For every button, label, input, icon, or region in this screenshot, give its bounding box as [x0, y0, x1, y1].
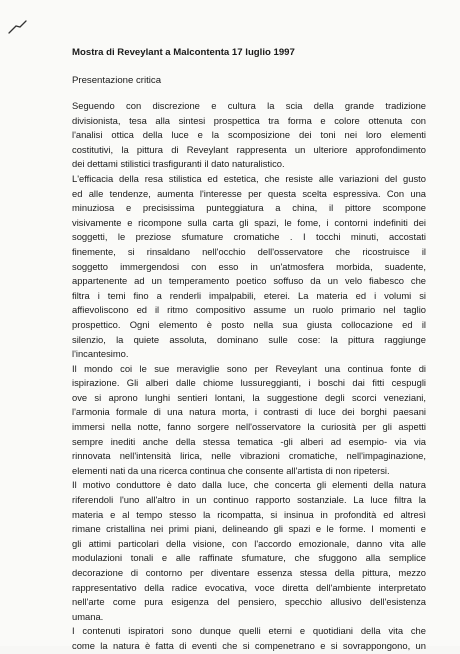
text-line: elementi nati da una ricerca continua che consente all'artista di non ripetersi.: [72, 464, 390, 476]
text-line: Il motivo conduttore è dato dalla luce, che concerta gli elementi della natura: [72, 479, 426, 491]
paragraph: [72, 172, 426, 362]
text-line: Seguendo con discrezione e cultura la scia della grande tradizione: [72, 100, 426, 111]
text-line: silenzio, la quiete assoluta, dominano sulle cose: la pittura raggiunge: [72, 333, 426, 345]
text-line: l'incantesimo.: [72, 348, 129, 360]
text-line: rimane cristallina nei primi piani, delineando gli spazi e le forme. I momenti e: [72, 523, 426, 535]
text-line: immersi nella notte, fanno sorgere nell'osservatore la curiosità per gli aspetti: [72, 421, 426, 433]
text-line: divisionista, tesa alla sintesi prospettica tra forma e colore ottenuta con: [72, 114, 426, 126]
text-line: umana.: [72, 610, 104, 622]
paragraph: [72, 478, 426, 624]
document-subtitle: Presentazione critica: [72, 75, 162, 86]
text-line: filtra i temi fino a renderli impalpabili, eterei. La materia ed i volumi si: [72, 289, 426, 301]
text-line: I contenuti ispiratori sono dunque quelli eterni e quotidiani della vita che: [72, 625, 426, 637]
text-line: decorazione di contorno per diventare essenza stessa della pittura, mezzo: [72, 567, 426, 578]
text-line: riferendoli l'uno all'altro in un continuo rapporto sostanziale. La luce filtra la: [72, 494, 426, 506]
paragraph: [72, 624, 426, 653]
pen-mark-icon: [8, 20, 28, 34]
text-line: appartenente ad un temperamento poetico soffuso da un velo fiabesco che: [72, 275, 426, 287]
text-line: rappresentativo della radice evocativa, voce diretta dell'ambiente interpretato: [72, 581, 426, 593]
document-body: [72, 99, 426, 654]
text-line: ed alle tendenze, aumenta l'interesse per questa scelta espressiva. Con una: [72, 187, 426, 199]
text-line: prospettico. Ogni elemento è posto nella sua giusta collocazione ed il: [72, 318, 426, 330]
paragraph: [72, 99, 426, 172]
text-line: ispirazione. Gli alberi dalle chiome lussureggianti, i boschi dai fitti cespugli: [72, 377, 426, 389]
text-line: L'efficacia della resa stilistica ed estetica, che resiste alle variazioni del gusto: [72, 172, 426, 184]
text-line: come la natura è fatta di eventi che si compenetrano e si sovrappongono, un: [72, 639, 426, 651]
text-line: costitutivi, la pittura di Reveylant rappresenta un ulteriore approfondimento: [72, 143, 426, 155]
text-line: ove si aprono lunghi sentieri lontani, la suggestione degli scorci veneziani,: [72, 391, 426, 403]
text-line: affievoliscono ed il ritmo compositivo assume un ruolo primario nel taglio: [72, 304, 426, 316]
text-line: l'armonia formale di una natura morta, i contrasti di luce dei borghi paesani: [72, 406, 426, 418]
text-line: gli attimi particolari della visione, con l'accordo emozionale, danno vita alle: [72, 537, 426, 549]
text-line: modulazioni tonali e alle raffinate sfumature, che sfuggono alla semplice: [72, 552, 426, 564]
text-line: soggetto immergendosi con esso in un'atmosfera morbida, suadente,: [72, 260, 426, 272]
text-line: minuziosa e precisissima punteggiatura a china, il pittore scompone: [72, 202, 426, 214]
text-line: Il mondo coi le sue meraviglie sono per Reveylant una continua fonte di: [72, 362, 426, 374]
text-line: sempre inediti anche della stessa tematica -gli alberi ad esempio- via via: [72, 435, 426, 447]
text-line: dei dettami stilistici trasfiguranti il dato naturalistico.: [72, 158, 285, 170]
text-line: materia e al tempo stesso la ricompatta, si insinua in profondità ed altresì: [72, 508, 426, 520]
document-title: Mostra di Reveylant a Malcontenta 17 luglio 1997: [72, 47, 295, 58]
text-line: nell'arte come pura esigenza del pensiero, specchio allusivo dell'esistenza: [72, 596, 426, 608]
text-line: soggetti, le preziose sfumature cromatiche . I tocchi minuti, accostati: [72, 231, 426, 243]
text-line: l'analisi ottica della luce e la scomposizione dei toni nei loro elementi: [72, 129, 426, 141]
paragraph: [72, 362, 426, 479]
text-line: visivamente e ricompone sulla carta gli spazi, le fome, i contorni indefiniti dei: [72, 216, 426, 228]
text-line: rinnovata nell'intensità lirica, nelle vibrazioni cromatiche, nell'impaginazione,: [72, 450, 426, 462]
text-line: finemente, si rinsaldano nell'occhio dell'osservatore che ricostruisce il: [72, 245, 426, 257]
